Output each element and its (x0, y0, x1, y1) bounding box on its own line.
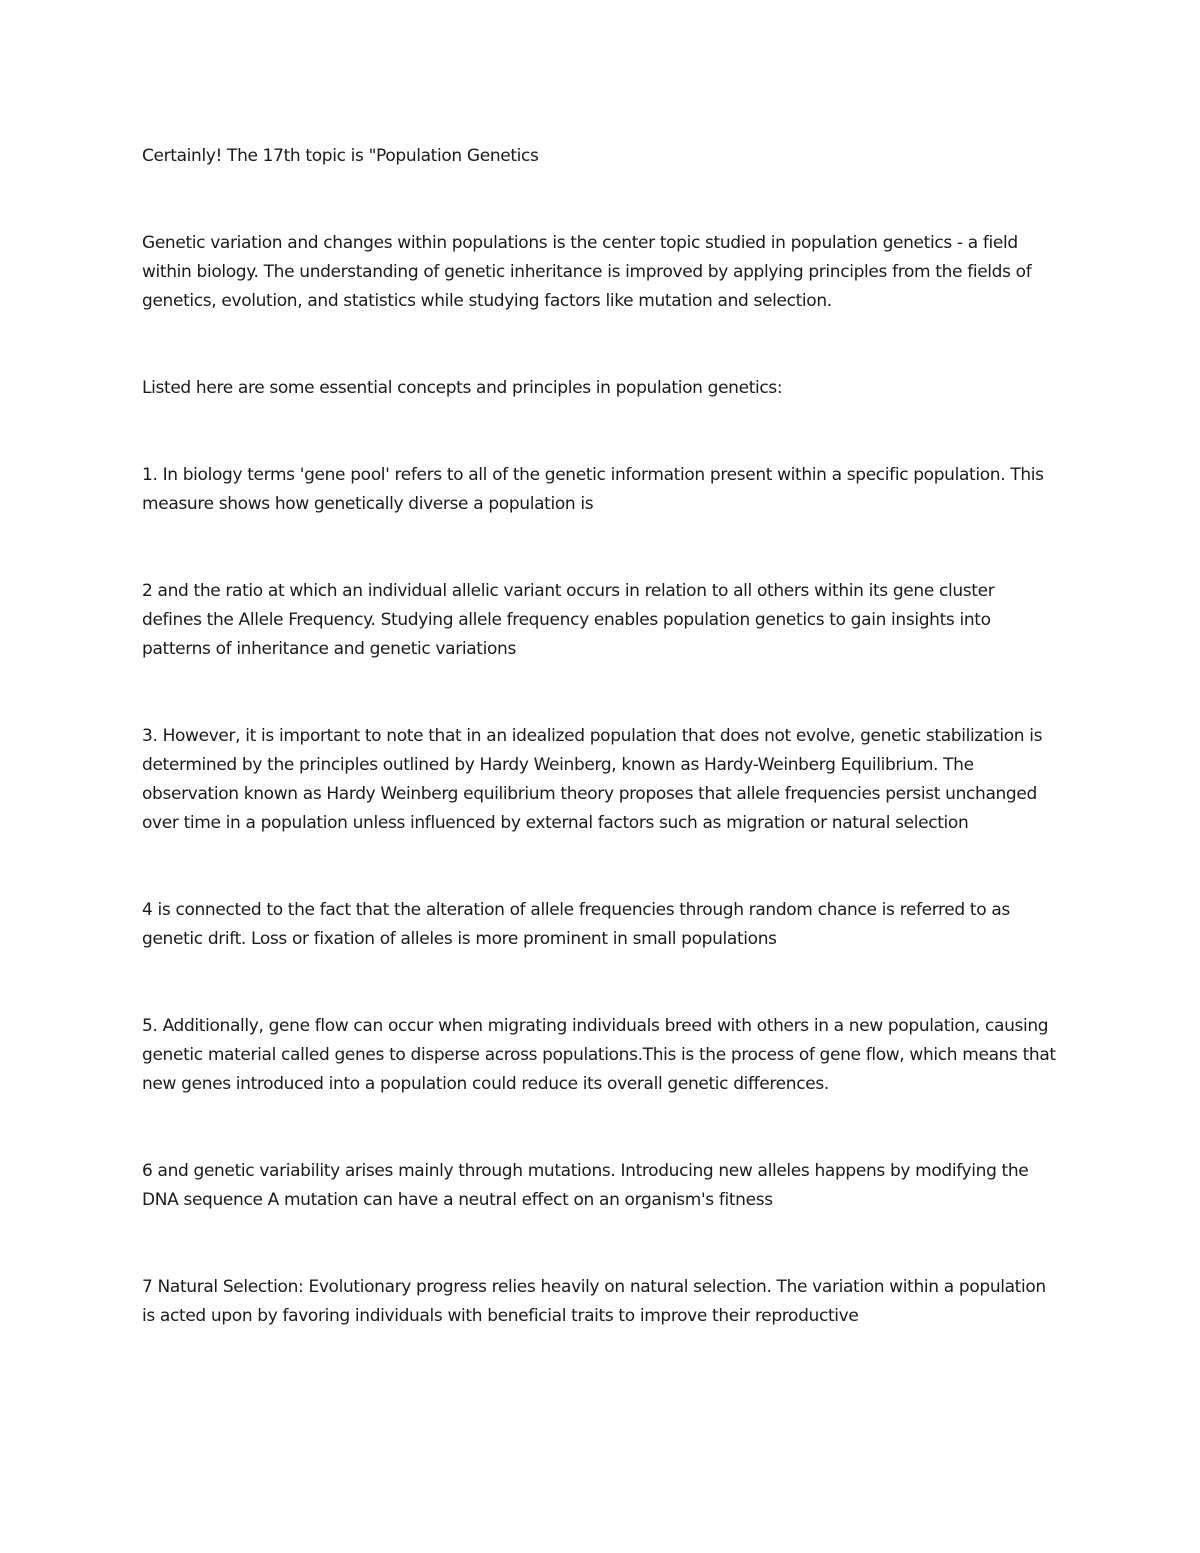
concept-item-allele-frequency: 2 and the ratio at which an individual allelic variant occurs in relation to all others within its gene cluster defines the Allele Frequency. Studying allele frequency enables population genetics to gain insights into patterns of inheritance and genetic variations (142, 581, 995, 659)
concept-item-gene-flow: 5. Additionally, gene flow can occur when migrating individuals breed with others in a new population, causing genetic material called genes to disperse across populations.This is the process of gene flow, which means that new genes introduced into a population could reduce its overall genetic differences. (142, 1016, 1056, 1094)
overview-paragraph: Genetic variation and changes within populations is the center topic studied in population genetics - a field within biology. The understanding of genetic inheritance is improved by applying principles from the fields of genetics, evolution, and statistics while studying factors like mutation and selection. (142, 233, 1032, 311)
list-intro-paragraph: Listed here are some essential concepts and principles in population genetics: (142, 378, 783, 398)
paragraph-gap (142, 954, 1058, 1012)
intro-paragraph: Certainly! The 17th topic is "Population Genetics (142, 146, 539, 166)
concept-item-natural-selection: 7 Natural Selection: Evolutionary progress relies heavily on natural selection. The variation within a population is acted upon by favoring individuals with beneficial traits to improve their reproductive (142, 1277, 1046, 1326)
paragraph-gap (142, 664, 1058, 722)
concept-item-mutation: 6 and genetic variability arises mainly through mutations. Introducing new alleles happens by modifying the DNA sequence A mutation can have a neutral effect on an organism's fitness (142, 1161, 1029, 1210)
concept-item-genetic-drift: 4 is connected to the fact that the alteration of allele frequencies through random chance is referred to as genetic drift. Loss or fixation of alleles is more prominent in small populations (142, 900, 1010, 949)
concept-item-hardy-weinberg: 3. However, it is important to note that in an idealized population that does not evolve, genetic stabilization is determined by the principles outlined by Hardy Weinberg, known as Hardy-Weinberg Equilibrium. The observation known as Hardy Weinberg equilibrium theory proposes that allele frequencies persist unchanged over time in a population unless influenced by external factors such as migration or natural selection (142, 726, 1043, 833)
paragraph-gap (142, 519, 1058, 577)
paragraph-gap (142, 1215, 1058, 1273)
paragraph-gap (142, 1099, 1058, 1157)
paragraph-gap (142, 403, 1058, 461)
concept-item-gene-pool: 1. In biology terms 'gene pool' refers to all of the genetic information present within a specific population. This measure shows how genetically diverse a population is (142, 465, 1044, 514)
paragraph-gap (142, 171, 1058, 229)
paragraph-gap (142, 316, 1058, 374)
paragraph-gap (142, 838, 1058, 896)
document-body (142, 142, 1058, 1331)
